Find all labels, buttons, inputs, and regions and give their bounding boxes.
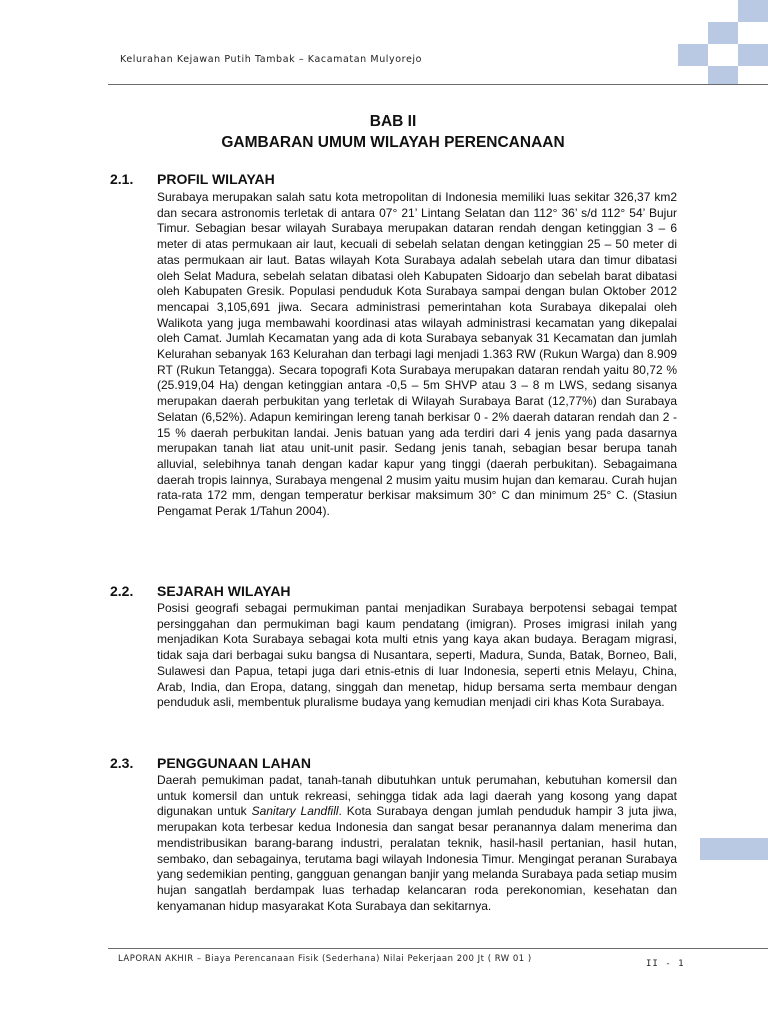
chapter-title: BAB II bbox=[369, 113, 417, 130]
header-divider bbox=[108, 84, 768, 85]
decor-block bbox=[700, 838, 768, 860]
section-title: PROFIL WILAYAH bbox=[157, 171, 275, 187]
section-number: 2.2. bbox=[110, 583, 134, 599]
section-paragraph bbox=[157, 773, 677, 914]
page-header: Kelurahan Kejawan Putih Tambak – Kacamatan Mulyorejo bbox=[120, 54, 423, 65]
section-title: SEJARAH WILAYAH bbox=[157, 583, 291, 599]
italic-term: Sanitary Landfill bbox=[251, 804, 339, 819]
section-number: 2.1. bbox=[110, 171, 134, 187]
section-number: 2.3. bbox=[110, 755, 134, 771]
section-paragraph: Posisi geografi sebagai permukiman pantai menjadikan Surabaya berpotensi sebagai tempat persinggahan dan permukiman bagi kaum pendatang (imigran). Proses imigrasi inilah yang menjadikan Kota Surabaya sebagai kota multi etnis yang kaya akan budaya. Beragam migrasi, tidak saja dari berbagai suku bangsa di Nusantara, seperti, Madura, Sunda, Batak, Borneo, Bali, Sulawesi dan Papua, tetapi juga dari etnis-etnis di luar Indonesia, seperti etnis Melayu, China, Arab, India, dan Eropa, datang, singgah dan menetap, hidup bersama serta membaur dengan penduduk asli, membentuk pluralisme budaya yang kemudian menjadi ciri khas Kota Surabaya. bbox=[157, 601, 677, 710]
decor-square bbox=[678, 44, 708, 66]
paragraph-text: . Kota Surabaya dengan jumlah penduduk hampir 3 juta jiwa, merupakan kota terbesar kedua Indonesia dan sangat besar peranannya dalam menerima dan mendistribusikan barang-barang industri, peralatan teknik, hasil-hasil pertanian, hasil hutan, sembako, dan sebagainya, terutama bagi wilayah Indonesia Timur. Mengingat peranan Surabaya yang sedemikian penting, gangguan genangan banjir yang melanda Surabaya pada setiap musim hujan sangatlah berdampak luas terhadap kelancaran roda perekonomian, kesehatan dan kenyamanan hidup masyarakat Kota Surabaya dan sekitarnya. bbox=[157, 804, 677, 913]
decor-square bbox=[738, 0, 768, 22]
footer-divider bbox=[108, 948, 768, 949]
page-footer: LAPORAN AKHIR – Biaya Perencanaan Fisik (Sederhana) Nilai Pekerjaan 200 Jt ( RW 01 ) bbox=[118, 954, 532, 964]
page-number: II - 1 bbox=[646, 959, 685, 969]
decor-square bbox=[708, 22, 738, 44]
decor-square bbox=[708, 66, 738, 84]
chapter-subtitle: GAMBARAN UMUM WILAYAH PERENCANAAN bbox=[221, 134, 565, 151]
section-paragraph: Surabaya merupakan salah satu kota metropolitan di Indonesia memiliki luas sekitar 326,37 km2 dan secara astronomis terletak di antara 07° 21’ Lintang Selatan dan 112° 36’ s/d 112° 54’ Bujur Timur. Sebagian besar wilayah Surabaya merupakan dataran rendah dengan ketinggian 3 – 6 meter di atas permukaan air laut, kecuali di sebelah selatan dengan ketinggian 25 – 50 meter di atas permukaan air laut. Batas wilayah Kota Surabaya adalah sebelah utara dan timur dibatasi oleh Selat Madura, sebelah selatan dibatasi oleh Kabupaten Sidoarjo dan sebelah barat dibatasi oleh Kabupaten Gresik. Populasi penduduk Kota Surabaya sampai dengan bulan Oktober 2012 mencapai 3,105,691 jiwa. Secara administrasi pemerintahan kota Surabaya dikepalai oleh Walikota yang juga membawahi koordinasi atas wilayah administrasi kecamatan yang dikepalai oleh Camat. Jumlah Kecamatan yang ada di kota Surabaya sebanyak 31 Kecamatan dan jumlah Kelurahan sebanyak 163 Kelurahan dan terbagi lagi menjadi 1.363 RW (Rukun Warga) dan 8.909 RT (Rukun Tetangga). Secara topografi Kota Surabaya merupakan dataran rendah yaitu 80,72 % (25.919,04 Ha) dengan ketinggian antara -0,5 – 5m SHVP atau 3 – 8 m LWS, sedang sisanya merupakan daerah perbukitan yang terletak di Wilayah Surabaya Barat (12,77%) dan Surabaya Selatan (6,52%). Adapun kemiringan lereng tanah berkisar 0 - 2% daerah dataran rendah dan 2 - 15 % daerah perbukitan landai. Jenis batuan yang ada terdiri dari 4 jenis yang pada dasarnya merupakan tanah liat atau unit-unit pasir. Sedang jenis tanah, sebagian besar berupa tanah alluvial, selebihnya tanah dengan kadar kapur yang tinggi (daerah perbukitan). Sebagaimana daerah tropis lainnya, Surabaya mengenal 2 musim yaitu musim hujan dan kemarau. Curah hujan rata-rata 172 mm, dengan temperatur berkisar maksimum 30° C dan minimum 25° C. (Stasiun Pengamat Perak 1/Tahun 2004). bbox=[157, 190, 677, 519]
section-title: PENGGUNAAN LAHAN bbox=[157, 755, 311, 771]
decor-square bbox=[738, 44, 768, 66]
paragraph-text: Daerah pemukiman padat, tanah-tanah dibutuhkan untuk perumahan, kebutuhan komersil dan untuk komersil dan untuk rekreasi, sehingga tidak ada lagi daerah yang kosong yang dapat digunakan untuk bbox=[157, 773, 677, 819]
